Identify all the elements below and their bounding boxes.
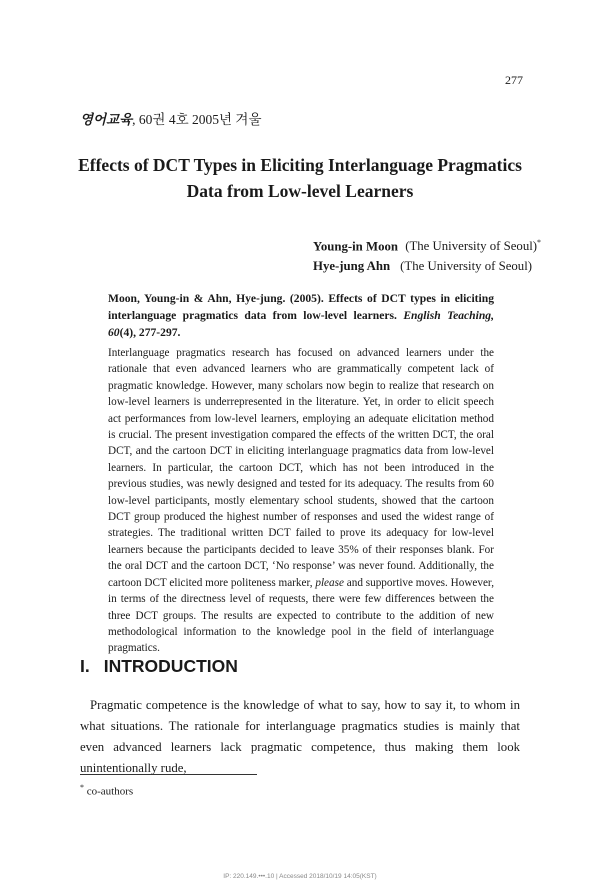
author-name: Young-in Moon [313,239,398,254]
body-text: Pragmatic competence is the knowledge of what to say, how to say it, to whom in what situations. The rationale for interlanguage pragmatics studies is mainly that even advanced learners lack pragmatic competence, thus making them look unintentionally rude, [80,698,520,775]
citation-journal: English Teaching, 60 [108,309,494,339]
footnote-mark: * [80,783,84,792]
journal-name: 영어교육 [80,112,133,127]
title-line-1: Effects of DCT Types in Eliciting Interlanguage Pragmatics [78,155,522,175]
author-name: Hye-jung Ahn [313,259,391,273]
citation [108,290,494,341]
abstract-text-1: Interlanguage pragmatics research has focused on advanced learners under the rationale that even advanced learners who are grammatically competent lack of pragmatic knowledge. However, many scholars now begin to realize that research on low-level learners is underrepresented in the literature. Yet, in order to elicit speech act performances from low-level learners, employing an adequate elicitation method is crucial. The present investigation compared the effects of the written DCT, the oral DCT, and the cartoon DCT in eliciting interlanguage pragmatics data from low-level learners. In particular, the cartoon DCT, which has not been introduced in the previous studies, was newly designed and tested for its adequacy. The results from 60 low-level participants, mostly elementary school students, showed that the cartoon DCT group produced the highest number of responses and used the widest range of strategies. The traditional written DCT failed to prove its adequacy for low-level learners because the participants decided to leave 35% of their responses blank. For the oral DCT and the cartoon DCT, ‘No response’ was never found. Additionally, the cartoon DCT elicited more politeness marker, [108,347,494,589]
title-line-2: Data from Low-level Learners [186,181,414,201]
section-number: I. [80,656,90,676]
footnote-rule [80,774,257,775]
author-1 [313,238,541,254]
page-number: 277 [505,73,523,87]
section-title: INTRODUCTION [103,656,238,676]
abstract [108,345,494,657]
author-footnote-mark: * [537,238,542,247]
abstract-emphasis: please [315,576,344,589]
author-affiliation: (The University of Seoul) [400,259,533,273]
journal-info [80,108,262,128]
citation-main: Moon, Young-in & Ahn, Hye-jung. (2005). Effects of DCT types in eliciting interlanguage pragmatics data from low-level learners. [108,292,494,322]
body-paragraph [80,695,520,779]
author-affiliation: (The University of Seoul) [405,239,538,254]
access-info: IP: 220.149.•••.10 | Accessed 2018/10/19 14:05(KST) [223,873,377,880]
author-2 [313,259,532,274]
footnote [80,783,133,798]
abstract-text-2: and supportive moves. However, in terms of the directness level of requests, there were few differences between the three DCT groups. The results are expected to contribute to the addition of new methodological information to the knowledge pool in the field of interlanguage pragmatics. [108,576,494,655]
section-heading [80,656,238,677]
journal-issue: , 60권 4호 2005년 겨울 [132,112,262,127]
citation-pages: (4), 277-297. [119,326,181,339]
paper-title [70,152,530,204]
footnote-text: co-authors [84,785,134,798]
